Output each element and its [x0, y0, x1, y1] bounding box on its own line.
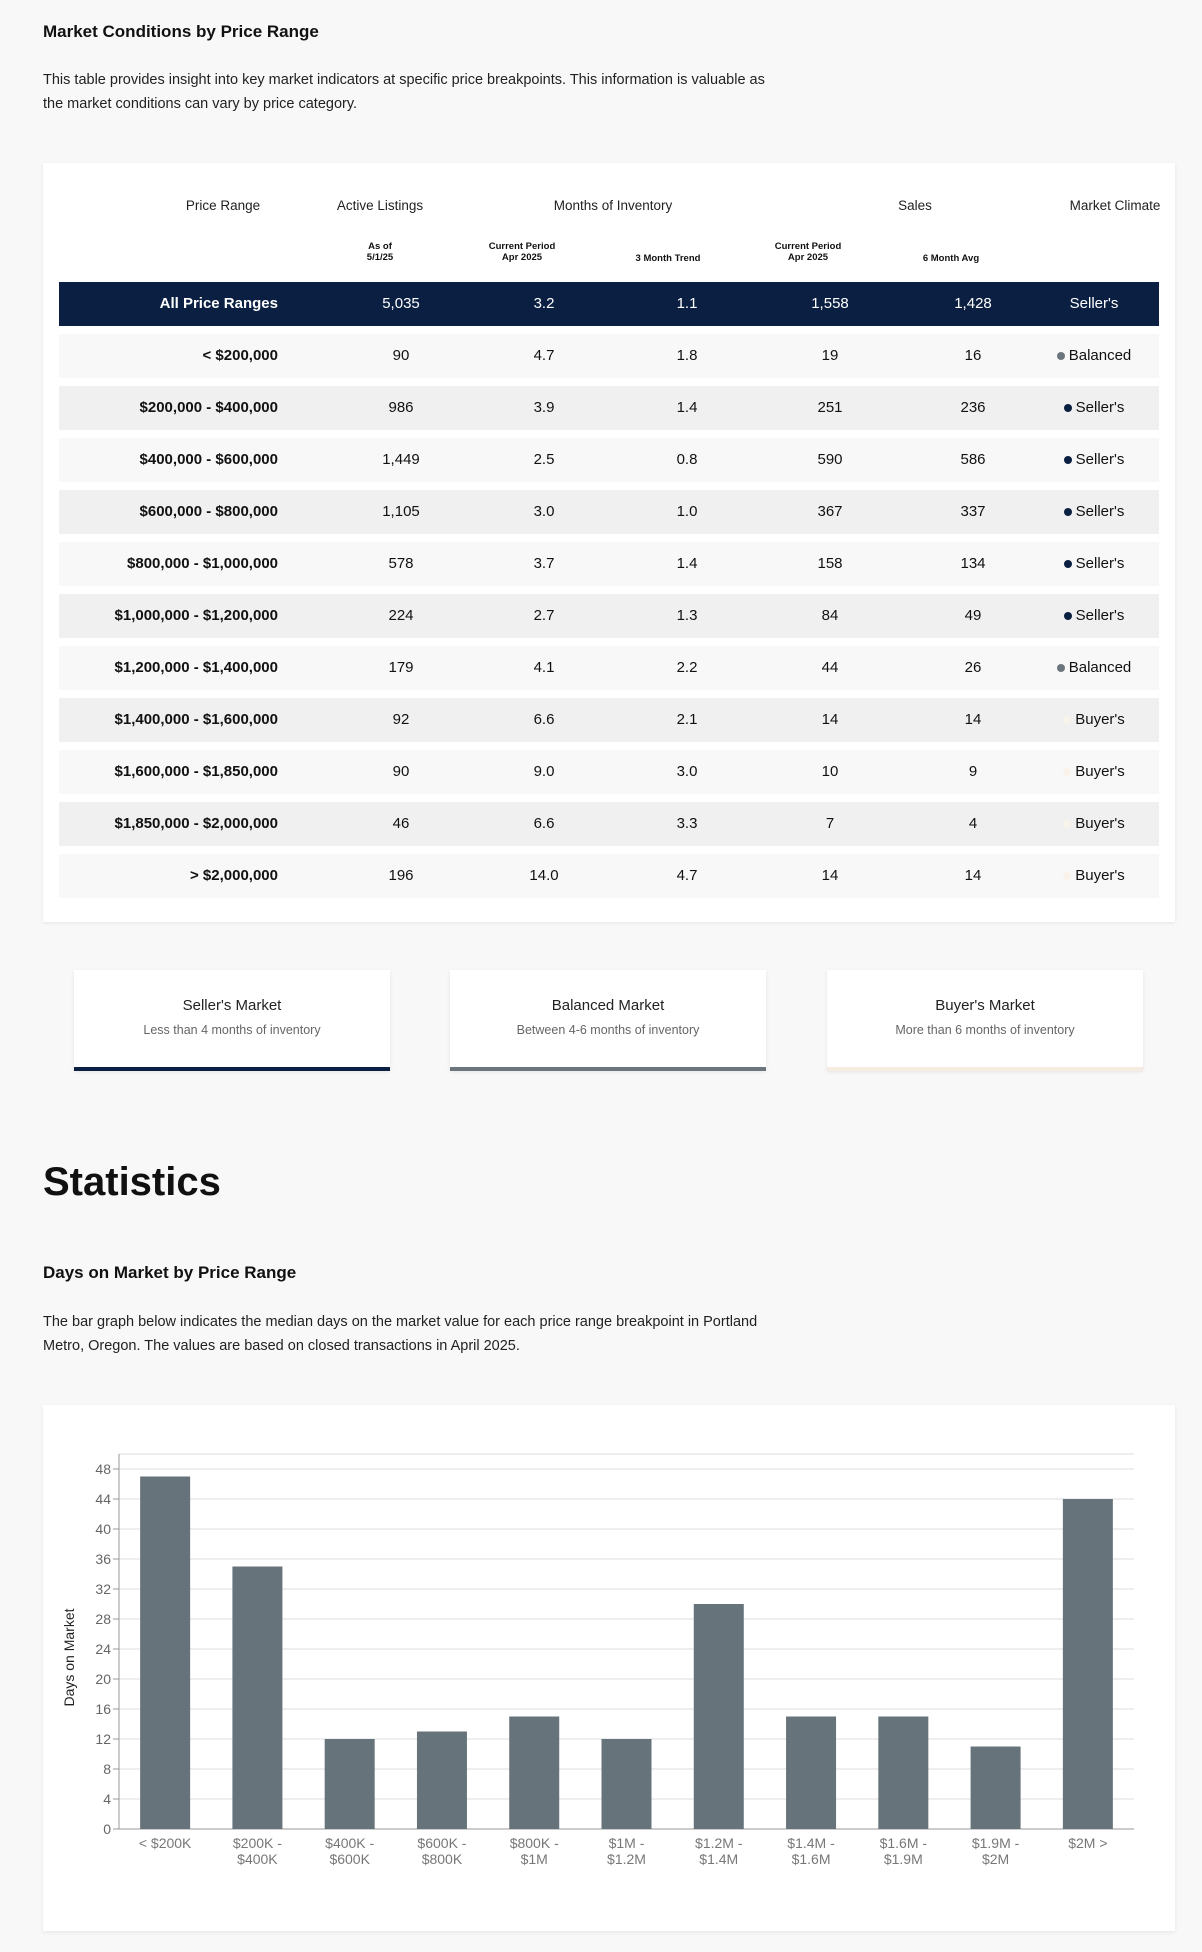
y-tick-label: 4 [103, 1791, 111, 1807]
x-tick-label: $1.6M [791, 1851, 831, 1867]
cell-avg: 1,428 [954, 295, 992, 312]
cell-range: All Price Ranges [159, 295, 278, 312]
climate-label: Seller's [1075, 503, 1125, 520]
cell-climate [1029, 386, 1159, 430]
table-row [59, 334, 1159, 378]
cell-climate [1029, 594, 1159, 638]
cell-moi: 14.0 [529, 867, 559, 884]
climate-label: Seller's [1075, 555, 1125, 572]
cell-climate [1029, 750, 1159, 794]
y-tick-label: 44 [95, 1491, 111, 1507]
cell-active: 90 [392, 347, 410, 364]
climate-indicator-dot [1064, 508, 1072, 516]
cell-climate: Seller's [1069, 295, 1119, 312]
x-tick-label: $1.2M - [695, 1835, 743, 1851]
cell-trend: 3.3 [676, 815, 698, 832]
table-row [59, 386, 1159, 430]
chart-bar [1063, 1499, 1113, 1829]
subheader-six-month: 6 Month Avg [922, 253, 980, 264]
cell-avg: 14 [964, 711, 982, 728]
climate-label: Seller's [1075, 399, 1125, 416]
market-table-card [43, 163, 1175, 922]
climate-label: Balanced [1068, 659, 1132, 676]
climate-indicator-dot [1064, 560, 1072, 568]
x-tick-label: $1M [520, 1851, 548, 1867]
cell-climate [1029, 542, 1159, 586]
legend-subtitle: More than 6 months of inventory [895, 1023, 1075, 1037]
x-tick-label: < $200K [138, 1835, 192, 1851]
cell-trend: 4.7 [676, 867, 698, 884]
chart-description: The bar graph below indicates the median days on the market value for each price range breakpoint in Portland Metro, Oregon. The values are based on closed transactions in April 2025. [43, 1314, 758, 1354]
cell-climate [1029, 698, 1159, 742]
header-sales: Sales [898, 198, 932, 213]
cell-avg: 26 [964, 659, 982, 676]
subheader-current-period: Current Period Apr 2025 [488, 241, 556, 263]
y-tick-label: 32 [95, 1581, 111, 1597]
cell-moi: 3.7 [533, 555, 555, 572]
cell-climate [1029, 490, 1159, 534]
legend-subtitle: Between 4-6 months of inventory [516, 1023, 700, 1037]
cell-moi: 2.5 [533, 451, 555, 468]
cell-sales: 590 [817, 451, 843, 468]
legend-title: Seller's Market [182, 997, 282, 1014]
cell-trend: 3.0 [676, 763, 698, 780]
x-tick-label: $600K - [417, 1835, 467, 1851]
climate-label: Balanced [1068, 347, 1132, 364]
cell-range: $1,400,000 - $1,600,000 [114, 711, 278, 728]
x-tick-label: $1.2M [607, 1851, 646, 1867]
climate-label: Buyer's [1075, 711, 1125, 728]
cell-climate [1029, 802, 1159, 846]
cell-active: 196 [388, 867, 414, 884]
chart-bar [602, 1739, 652, 1829]
chart-card [43, 1405, 1175, 1931]
cell-active: 179 [388, 659, 414, 676]
table-row [59, 490, 1159, 534]
cell-moi: 2.7 [533, 607, 555, 624]
cell-active: 92 [392, 711, 410, 728]
chart-bar [140, 1477, 190, 1830]
cell-range: $1,600,000 - $1,850,000 [114, 763, 278, 780]
y-tick-label: 48 [95, 1461, 111, 1477]
y-tick-label: 0 [103, 1821, 111, 1837]
y-axis-label: Days on Market [61, 1608, 77, 1707]
subheader-as-of: As of 5/1/25 [366, 241, 394, 263]
x-tick-label: $1.9M [883, 1851, 923, 1867]
cell-trend: 2.1 [676, 711, 698, 728]
table-row [59, 750, 1159, 794]
climate-indicator-dot [1064, 612, 1072, 620]
cell-avg: 9 [968, 763, 978, 780]
cell-active: 1,105 [382, 503, 420, 520]
section-description: This table provides insight into key market indicators at specific price breakpoints. This information is valuable as the market conditions can vary by price category. [43, 72, 765, 112]
y-tick-label: 36 [95, 1551, 111, 1567]
cell-active: 578 [388, 555, 414, 572]
cell-moi: 6.6 [533, 815, 555, 832]
climate-indicator-dot [1063, 872, 1071, 880]
table-row [59, 594, 1159, 638]
x-tick-label: $1.4M - [787, 1835, 835, 1851]
cell-active: 5,035 [382, 295, 420, 312]
climate-indicator-dot [1063, 820, 1071, 828]
cell-avg: 4 [968, 815, 978, 832]
climate-label: Buyer's [1075, 763, 1125, 780]
legend-color-bar [74, 1067, 390, 1071]
x-tick-label: $400K - [325, 1835, 375, 1851]
chart-bar [325, 1739, 375, 1829]
chart-bar [694, 1604, 744, 1829]
cell-avg: 14 [964, 867, 982, 884]
cell-climate [1029, 334, 1159, 378]
cell-range: $800,000 - $1,000,000 [127, 555, 278, 572]
cell-sales: 14 [821, 867, 839, 884]
y-tick-label: 24 [95, 1641, 111, 1657]
legend-color-bar [827, 1067, 1143, 1071]
x-tick-label: $600K [329, 1851, 370, 1867]
table-row [59, 698, 1159, 742]
cell-moi: 3.9 [533, 399, 555, 416]
y-tick-label: 16 [95, 1701, 111, 1717]
cell-sales: 44 [821, 659, 839, 676]
table-row [59, 646, 1159, 690]
climate-label: Buyer's [1075, 867, 1125, 884]
x-tick-label: $1.6M - [879, 1835, 928, 1851]
header-active-listings: Active Listings [336, 198, 424, 213]
statistics-title: Statistics [43, 1160, 221, 1204]
cell-moi: 9.0 [533, 763, 555, 780]
section-title: Market Conditions by Price Range [43, 22, 319, 41]
cell-active: 46 [392, 815, 410, 832]
cell-trend: 1.4 [676, 399, 698, 416]
cell-avg: 586 [960, 451, 986, 468]
chart-bar [878, 1717, 928, 1830]
y-tick-label: 40 [95, 1521, 111, 1537]
legend-subtitle: Less than 4 months of inventory [143, 1023, 321, 1037]
cell-climate [1029, 854, 1159, 898]
cell-sales: 19 [821, 347, 839, 364]
cell-avg: 134 [960, 555, 986, 572]
subheader-sales-current: Current Period Apr 2025 [774, 241, 842, 263]
x-tick-label: $2M > [1068, 1835, 1108, 1851]
x-tick-label: $2M [981, 1851, 1010, 1867]
table-row [59, 854, 1159, 898]
table-row [59, 438, 1159, 482]
table-row [59, 542, 1159, 586]
y-tick-label: 12 [95, 1731, 111, 1747]
chart-bar [232, 1567, 282, 1830]
cell-trend: 2.2 [676, 659, 698, 676]
cell-climate [1029, 438, 1159, 482]
cell-moi: 6.6 [533, 711, 555, 728]
cell-active: 90 [392, 763, 410, 780]
header-months-inventory: Months of Inventory [553, 198, 673, 213]
cell-avg: 337 [960, 503, 986, 520]
legend-balanced-market [450, 970, 766, 1071]
cell-trend: 0.8 [676, 451, 698, 468]
legend-buyers-market [827, 970, 1143, 1071]
x-tick-label: $800K [421, 1851, 463, 1867]
header-market-climate: Market Climate [1069, 198, 1161, 213]
cell-sales: 7 [825, 815, 835, 832]
cell-trend: 1.8 [676, 347, 698, 364]
chart-bar [417, 1732, 467, 1830]
cell-active: 986 [388, 399, 414, 416]
y-tick-label: 20 [95, 1671, 111, 1687]
climate-label: Seller's [1075, 607, 1125, 624]
cell-sales: 14 [821, 711, 839, 728]
cell-moi: 4.1 [533, 659, 555, 676]
x-tick-label: $1.4M [699, 1851, 739, 1867]
x-tick-label: $1M - [608, 1835, 645, 1851]
chart-section-title: Days on Market by Price Range [43, 1263, 297, 1282]
chart-bar [786, 1717, 836, 1830]
cell-trend: 1.4 [676, 555, 698, 572]
cell-trend: 1.0 [676, 503, 698, 520]
x-tick-label: $400K [237, 1851, 278, 1867]
cell-range: $1,200,000 - $1,400,000 [114, 659, 278, 676]
climate-label: Seller's [1075, 451, 1125, 468]
cell-moi: 4.7 [533, 347, 555, 364]
table-row [59, 802, 1159, 846]
cell-range: $600,000 - $800,000 [139, 503, 278, 520]
cell-range: $200,000 - $400,000 [139, 399, 278, 416]
x-tick-label: $800K - [509, 1835, 559, 1851]
climate-indicator-dot [1064, 456, 1072, 464]
header-price-range: Price Range [185, 198, 261, 213]
cell-sales: 158 [817, 555, 843, 572]
cell-active: 1,449 [382, 451, 420, 468]
legend-sellers-market [74, 970, 390, 1071]
cell-trend: 1.3 [676, 607, 698, 624]
legend-title: Buyer's Market [935, 997, 1035, 1014]
x-tick-label: $200K - [232, 1835, 282, 1851]
cell-active: 224 [388, 607, 414, 624]
cell-sales: 10 [821, 763, 839, 780]
legend-title: Balanced Market [551, 997, 665, 1014]
climate-indicator-dot [1063, 716, 1071, 724]
cell-range: > $2,000,000 [189, 867, 278, 884]
climate-indicator-dot [1057, 352, 1065, 360]
cell-range: $1,000,000 - $1,200,000 [114, 607, 278, 624]
cell-sales: 84 [821, 607, 839, 624]
climate-label: Buyer's [1075, 815, 1125, 832]
climate-indicator-dot [1064, 404, 1072, 412]
climate-indicator-dot [1063, 768, 1071, 776]
legend-color-bar [450, 1067, 766, 1071]
cell-sales: 367 [817, 503, 843, 520]
cell-range: $400,000 - $600,000 [139, 451, 278, 468]
cell-avg: 16 [964, 347, 982, 364]
days-on-market-chart [43, 1405, 1175, 1931]
y-tick-label: 28 [95, 1611, 111, 1627]
cell-climate [1029, 646, 1159, 690]
x-tick-label: $1.9M - [971, 1835, 1020, 1851]
cell-moi: 3.0 [533, 503, 555, 520]
cell-moi: 3.2 [533, 295, 555, 312]
cell-trend: 1.1 [676, 295, 698, 312]
chart-bar [509, 1717, 559, 1830]
cell-sales: 251 [817, 399, 843, 416]
cell-range: $1,850,000 - $2,000,000 [114, 815, 278, 832]
cell-range: < $200,000 [202, 347, 278, 364]
table-row-total [59, 282, 1159, 326]
climate-indicator-dot [1057, 664, 1065, 672]
chart-bar [971, 1747, 1021, 1830]
cell-sales: 1,558 [811, 295, 849, 312]
cell-avg: 236 [960, 399, 986, 416]
y-tick-label: 8 [103, 1761, 111, 1777]
subheader-trend: 3 Month Trend [635, 253, 701, 264]
cell-avg: 49 [964, 607, 982, 624]
